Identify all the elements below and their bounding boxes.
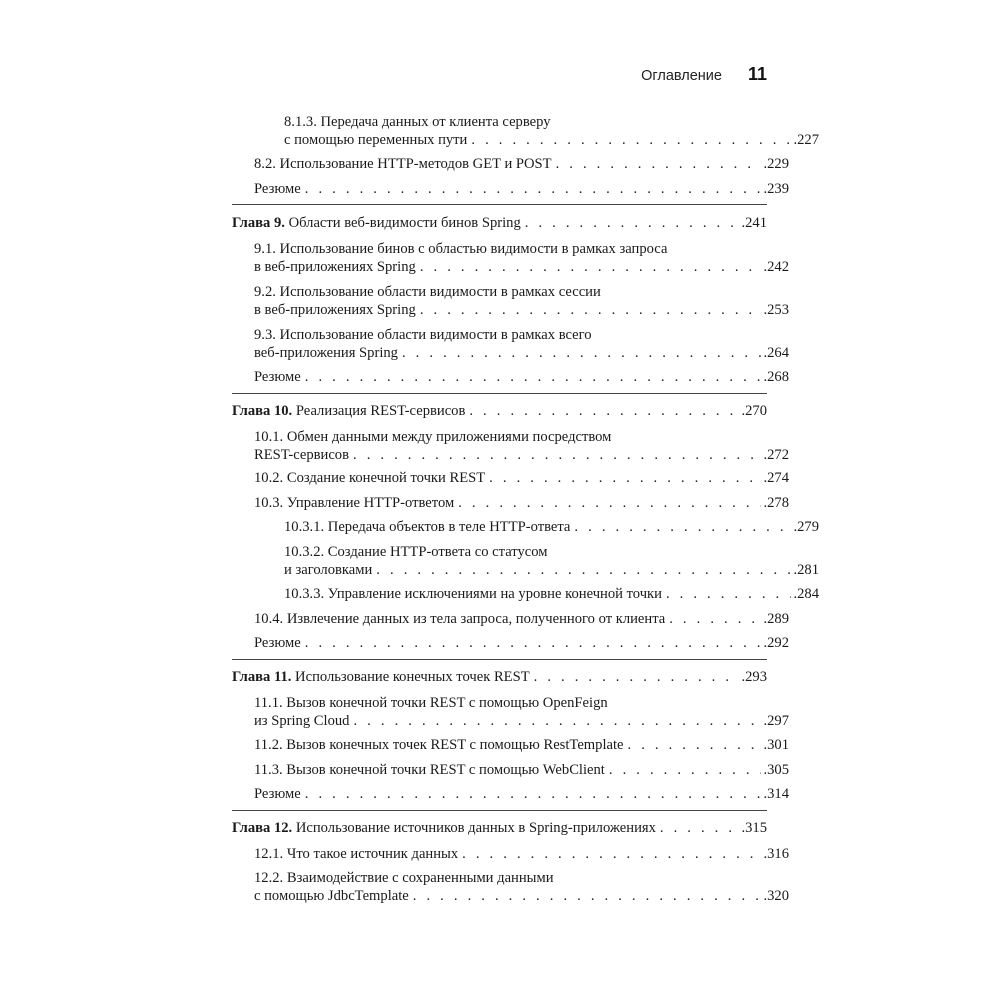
toc-entry-10-3-1 [232, 518, 819, 536]
toc-entry-text: с помощью переменных пути [284, 132, 468, 148]
leader-dots [402, 344, 761, 362]
page-number: 11 [747, 64, 767, 84]
leader-dots [305, 785, 762, 803]
toc-page-number: .229 [763, 156, 789, 172]
toc-entry-text: 10.3.2. Создание HTTP-ответа со статусом [284, 544, 548, 560]
leader-dots [525, 214, 740, 232]
leader-dots [420, 301, 762, 319]
toc-page-number: .293 [741, 669, 767, 685]
toc-entry-text: 10.1. Обмен данными между приложениями посредством [254, 429, 612, 445]
toc-entry-text: Резюме [254, 369, 301, 385]
chapter-divider [232, 659, 767, 660]
toc-entry-10-3-2 [232, 543, 819, 579]
toc-entry-10-1 [232, 428, 789, 464]
chapter-divider [232, 810, 767, 811]
toc-entry-text: 9.1. Использование бинов с областью видимости в рамках запроса [254, 241, 668, 257]
toc-entry-text: 11.1. Вызов конечной точки REST с помощью OpenFeign [254, 695, 608, 711]
toc-entry-text: Резюме [254, 181, 301, 197]
toc-entry-text: 10.3.3. Управление исключениями на уровне конечной точки [284, 586, 662, 602]
chapter-title: Использование источников данных в Spring-приложениях [295, 820, 656, 836]
leader-dots [469, 402, 739, 420]
toc-page-number: .320 [763, 888, 789, 904]
toc-entry-text: REST-сервисов [254, 447, 349, 463]
toc-entry-text: в веб-приложениях Spring [254, 302, 416, 318]
toc-page-number: .270 [741, 403, 767, 419]
chapter-title: Области веб-видимости бинов Spring [288, 215, 521, 231]
toc-page-number: .241 [741, 215, 767, 231]
toc-entry-text: 11.3. Вызов конечной точки REST с помощью WebClient [254, 762, 605, 778]
toc-entry-summary [232, 785, 789, 803]
toc-page-number: .272 [763, 447, 789, 463]
leader-dots [471, 131, 791, 149]
leader-dots [462, 845, 761, 863]
running-header [232, 64, 767, 88]
toc-page-number: .281 [793, 562, 819, 578]
leader-dots [660, 819, 740, 837]
leader-dots [353, 712, 761, 730]
toc-entry-11-1 [232, 694, 789, 730]
toc-entry-text: 12.2. Взаимодействие с сохраненными данными [254, 870, 554, 886]
leader-dots [376, 561, 791, 579]
toc-page-number: .268 [763, 369, 789, 385]
leader-dots [413, 887, 762, 905]
toc-entry-9-2 [232, 283, 789, 319]
leader-dots [305, 180, 762, 198]
leader-dots [458, 494, 761, 512]
leader-dots [534, 668, 740, 686]
toc-page-number: .292 [763, 635, 789, 651]
toc-page-number: .253 [763, 302, 789, 318]
toc-page-number: .264 [763, 345, 789, 361]
toc-chapter-10 [232, 402, 767, 420]
chapter-divider [232, 204, 767, 205]
chapter-divider [232, 393, 767, 394]
toc-entry-text: из Spring Cloud [254, 713, 350, 729]
chapter-label: Глава 9. [232, 215, 285, 231]
toc-entry-text: и заголовками [284, 562, 373, 578]
leader-dots [628, 736, 762, 754]
leader-dots [666, 585, 792, 603]
toc-entry-10-3 [232, 494, 789, 512]
toc-page-number: .284 [793, 586, 819, 602]
leader-dots [305, 634, 762, 652]
leader-dots [574, 518, 791, 536]
toc-entry-11-3 [232, 761, 789, 779]
running-header-title: Оглавление [641, 68, 722, 84]
toc-page-number: .314 [763, 786, 789, 802]
toc-page-number: .227 [793, 132, 819, 148]
toc-entry-text: веб-приложения Spring [254, 345, 398, 361]
toc-page-number: .305 [763, 762, 789, 778]
chapter-label: Глава 12. [232, 820, 293, 836]
toc-entry-text: 9.3. Использование области видимости в рамках всего [254, 327, 592, 343]
toc-page-number: .316 [763, 846, 789, 862]
toc-entry-8-1-3 [232, 113, 819, 149]
toc-entry-text: Резюме [254, 635, 301, 651]
toc-page-number: .242 [763, 259, 789, 275]
toc-entry-text: 12.1. Что такое источник данных [254, 846, 459, 862]
leader-dots [305, 368, 762, 386]
toc-entry-9-3 [232, 326, 789, 362]
chapter-label: Глава 11. [232, 669, 292, 685]
toc-entry-text: 10.2. Создание конечной точки REST [254, 470, 486, 486]
toc-entry-text: 8.2. Использование HTTP-методов GET и POST [254, 156, 552, 172]
toc-entry-text: 9.2. Использование области видимости в рамках сессии [254, 284, 601, 300]
toc-entry-12-1 [232, 845, 789, 863]
toc-page-number: .279 [793, 519, 819, 535]
chapter-label: Глава 10. [232, 403, 293, 419]
toc-entry-text: 10.3. Управление HTTP-ответом [254, 495, 455, 511]
toc-page-number: .297 [763, 713, 789, 729]
chapter-title: Реализация REST-сервисов [295, 403, 466, 419]
toc-entry-text: 11.2. Вызов конечных точек REST с помощью RestTemplate [254, 737, 624, 753]
toc-page-number: .315 [741, 820, 767, 836]
leader-dots [420, 258, 762, 276]
toc-entry-summary [232, 368, 789, 386]
toc-entry-12-2 [232, 869, 789, 905]
toc-page-number: .278 [763, 495, 789, 511]
toc-entry-10-2 [232, 469, 789, 487]
toc-entry-text: в веб-приложениях Spring [254, 259, 416, 275]
toc-chapter-11 [232, 668, 767, 686]
toc-entry-10-4 [232, 610, 789, 628]
leader-dots [609, 761, 762, 779]
toc-entry-text: 10.3.1. Передача объектов в теле HTTP-ответа [284, 519, 571, 535]
toc-page-number: .301 [763, 737, 789, 753]
toc-entry-8-2 [232, 155, 789, 173]
toc-entry-summary [232, 634, 789, 652]
toc-page-number: .274 [763, 470, 789, 486]
toc-page-number: .289 [763, 611, 789, 627]
leader-dots [669, 610, 761, 628]
toc-entry-summary [232, 180, 789, 198]
leader-dots [556, 155, 762, 173]
toc-page-number: .239 [763, 181, 789, 197]
toc-entry-10-3-3 [232, 585, 819, 603]
leader-dots [353, 446, 761, 464]
toc-chapter-12 [232, 819, 767, 837]
toc-chapter-9 [232, 214, 767, 232]
leader-dots [489, 469, 761, 487]
toc-entry-text: 10.4. Извлечение данных из тела запроса, полученного от клиента [254, 611, 666, 627]
toc-entry-text: Резюме [254, 786, 301, 802]
toc-entry-text: 8.1.3. Передача данных от клиента серверу [284, 114, 551, 130]
chapter-title: Использование конечных точек REST [295, 669, 530, 685]
toc-entry-11-2 [232, 736, 789, 754]
toc-entry-text: с помощью JdbcTemplate [254, 888, 409, 904]
toc-entry-9-1 [232, 240, 789, 276]
